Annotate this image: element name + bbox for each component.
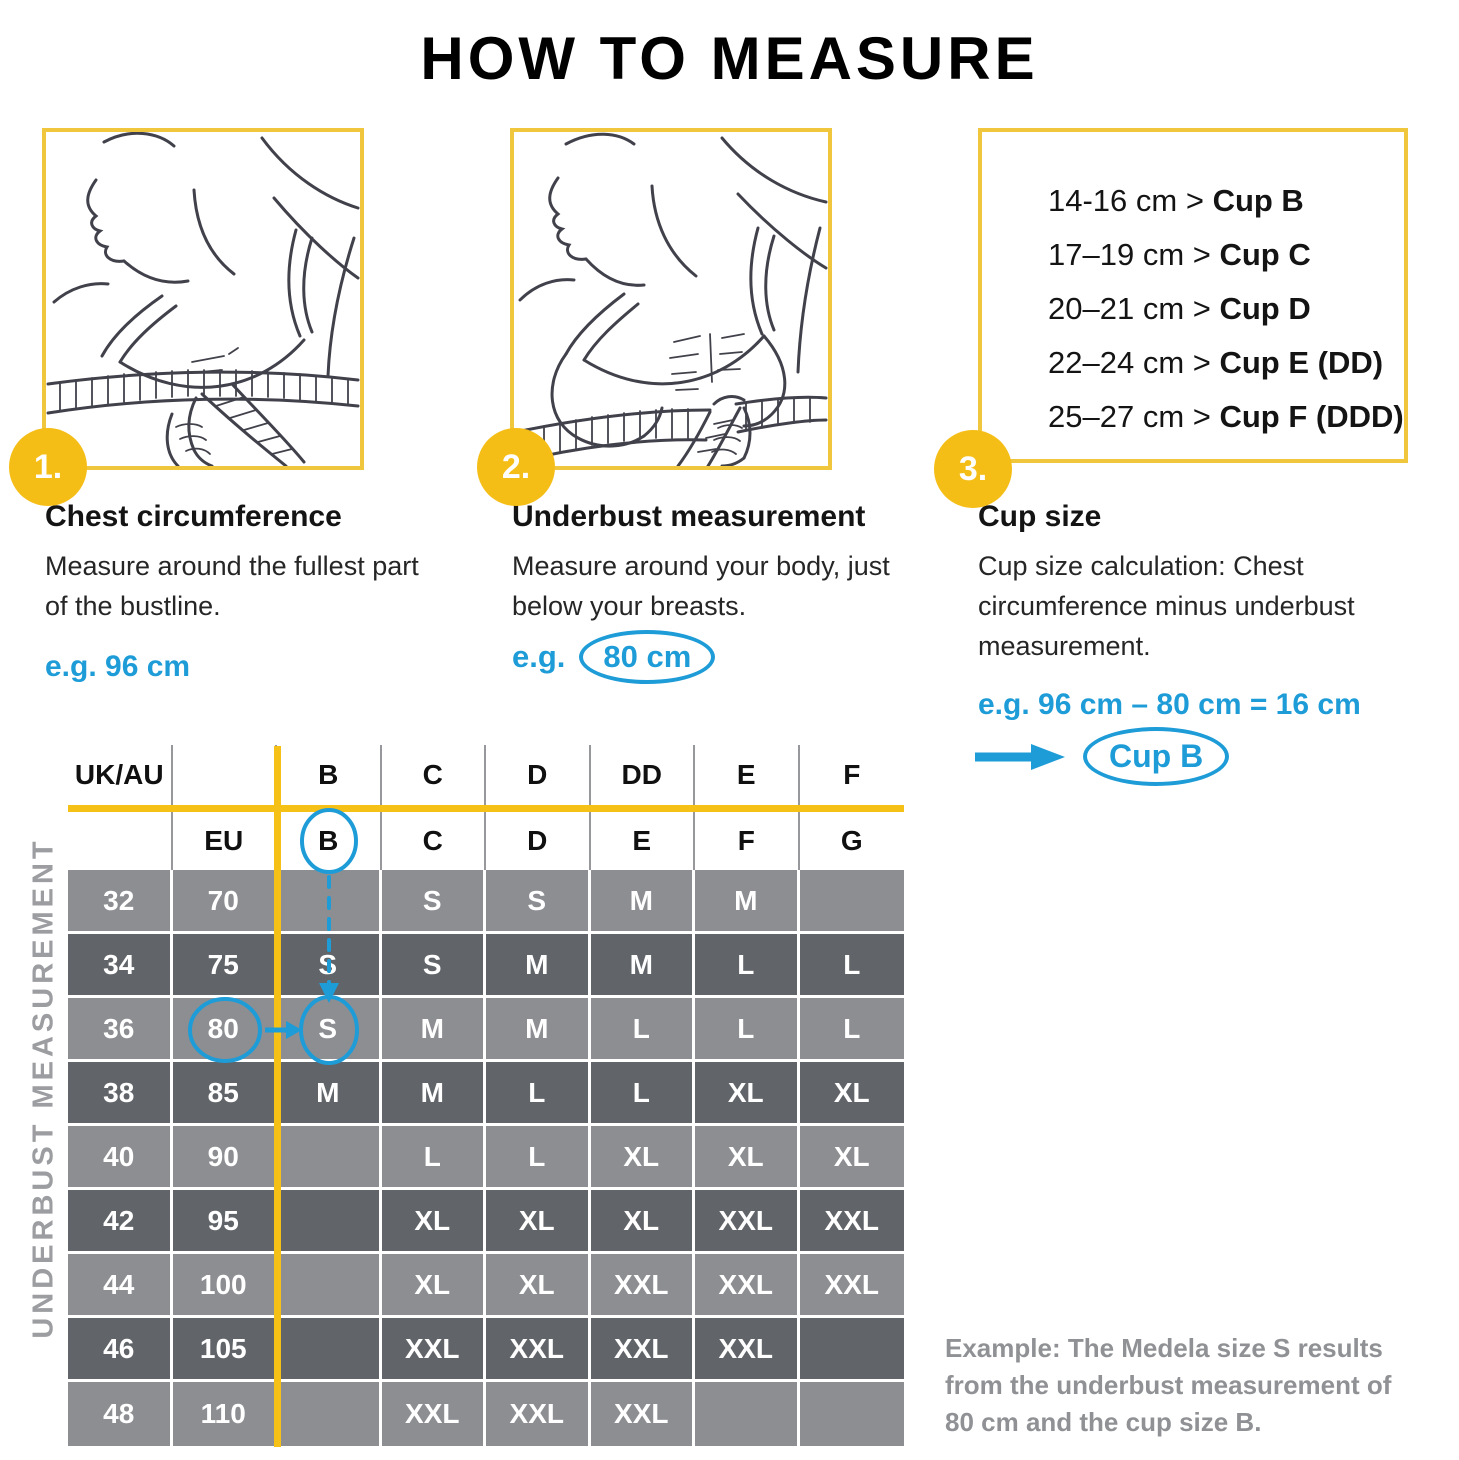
cup-label: Cup B — [1212, 183, 1304, 218]
table-cell: M — [382, 1062, 487, 1126]
cup-range-value: 17–19 cm > — [1048, 237, 1220, 272]
table-cell: XL — [382, 1254, 487, 1318]
cup-label: Cup F (DDD) — [1219, 399, 1404, 434]
table-cell: XL — [800, 1126, 905, 1190]
underbust-illustration-box — [510, 128, 832, 470]
table-cell: XXL — [695, 1318, 800, 1382]
step3-badge — [934, 430, 1012, 508]
table-cell — [277, 1382, 382, 1446]
table-cell: 100 — [173, 1254, 278, 1318]
table-cell: 90 — [173, 1126, 278, 1190]
underbust-measure-illustration — [514, 132, 828, 466]
table-cell: XXL — [695, 1254, 800, 1318]
underbust-value-oval: 80 cm — [579, 630, 715, 684]
table-cell: L — [382, 1126, 487, 1190]
table-cell: L — [486, 1126, 591, 1190]
table-cell: 95 — [173, 1190, 278, 1254]
cup-size-chart-box — [978, 128, 1408, 463]
table-cell — [695, 1382, 800, 1446]
table-cell: 80 — [173, 998, 278, 1062]
table-cell: 110 — [173, 1382, 278, 1446]
step1-badge — [9, 428, 87, 506]
cup-range-value: 22–24 cm > — [1048, 345, 1220, 380]
underbust-axis-label: UNDERBUST MEASUREMENT — [27, 837, 60, 1339]
step3-heading: Cup size — [978, 500, 1102, 533]
highlight-line-vertical — [274, 746, 281, 1447]
table-cell: XL — [695, 1062, 800, 1126]
cup-range-value: 14-16 cm > — [1048, 183, 1213, 218]
table-cell: M — [591, 870, 696, 934]
arrow-right-icon — [975, 742, 1065, 772]
cup-range-list — [982, 132, 1404, 444]
table-cell: XXL — [800, 1190, 905, 1254]
chest-illustration-box — [42, 128, 364, 470]
table-cell: 32 — [68, 870, 173, 934]
table-cell — [800, 1382, 905, 1446]
table-cell — [277, 1318, 382, 1382]
table-header-eu: C — [382, 812, 487, 870]
table-cell: 42 — [68, 1190, 173, 1254]
table-cell: XL — [591, 1126, 696, 1190]
step3-result-row — [975, 727, 1229, 786]
step3-body: Cup size calculation: Chest circumference minus underbust measurement. — [978, 551, 1355, 661]
table-cell: XXL — [591, 1254, 696, 1318]
table-cell: M — [382, 998, 487, 1062]
step1-number: 1. — [33, 447, 63, 486]
table-header-ukau: F — [800, 745, 905, 805]
step2-example-prefix: e.g. — [512, 639, 566, 674]
table-header-eu — [68, 812, 173, 870]
table-cell: 46 — [68, 1318, 173, 1382]
table-header-ukau: D — [486, 745, 591, 805]
table-cell: S — [382, 870, 487, 934]
table-cell: XXL — [800, 1254, 905, 1318]
table-cell: 85 — [173, 1062, 278, 1126]
cup-result-oval: Cup B — [1083, 727, 1229, 786]
step1-body: Measure around the fullest part of the bustline. — [45, 551, 419, 621]
cup-range-value: 20–21 cm > — [1048, 291, 1220, 326]
table-cell: L — [486, 1062, 591, 1126]
step3-number: 3. — [958, 449, 988, 488]
table-header-eu: F — [695, 812, 800, 870]
table-header-eu: B — [277, 812, 382, 870]
table-cell: L — [800, 998, 905, 1062]
table-cell: S — [486, 870, 591, 934]
table-cell — [277, 1190, 382, 1254]
table-cell: XXL — [695, 1190, 800, 1254]
table-header-eu: E — [591, 812, 696, 870]
table-cell: L — [695, 998, 800, 1062]
table-cell: XL — [486, 1254, 591, 1318]
table-cell: 48 — [68, 1382, 173, 1446]
table-cell: 70 — [173, 870, 278, 934]
chest-measure-illustration — [46, 132, 360, 466]
table-header-eu: EU — [173, 812, 278, 870]
cup-range-line — [1048, 390, 1404, 444]
cup-range-line — [1048, 174, 1404, 228]
table-cell — [277, 1254, 382, 1318]
table-cell — [800, 870, 905, 934]
table-cell: M — [486, 934, 591, 998]
table-header-ukau: UK/AU — [68, 745, 173, 805]
step1-example: e.g. 96 cm — [45, 650, 191, 683]
table-cell: L — [591, 1062, 696, 1126]
cup-label: Cup D — [1219, 291, 1311, 326]
table-cell: XL — [382, 1190, 487, 1254]
step1-heading: Chest circumference — [45, 500, 342, 533]
table-cell: XXL — [591, 1318, 696, 1382]
table-cell: XXL — [591, 1382, 696, 1446]
table-cell: L — [800, 934, 905, 998]
cup-range-line — [1048, 282, 1404, 336]
page-title: HOW TO MEASURE — [420, 25, 1039, 92]
example-note: Example: The Medela size S results from the underbust measurement of 80 cm and the cup size B. — [945, 1333, 1392, 1437]
table-header-ukau: DD — [591, 745, 696, 805]
size-conversion-table — [68, 745, 904, 1447]
table-cell: XXL — [382, 1382, 487, 1446]
step2-badge — [477, 428, 555, 506]
cup-range-value: 25–27 cm > — [1048, 399, 1220, 434]
cup-range-line — [1048, 336, 1404, 390]
step3-example: e.g. 96 cm – 80 cm = 16 cm — [978, 688, 1361, 721]
step2-number: 2. — [501, 447, 531, 486]
table-header-ukau: C — [382, 745, 487, 805]
table-cell — [277, 1126, 382, 1190]
table-cell: XL — [800, 1062, 905, 1126]
table-cell: 75 — [173, 934, 278, 998]
table-cell: XXL — [382, 1318, 487, 1382]
table-cell: M — [277, 1062, 382, 1126]
table-cell: 44 — [68, 1254, 173, 1318]
table-header-ukau: E — [695, 745, 800, 805]
table-cell: L — [695, 934, 800, 998]
table-cell: 38 — [68, 1062, 173, 1126]
table-cell: XL — [695, 1126, 800, 1190]
table-cell: 34 — [68, 934, 173, 998]
table-cell: M — [486, 998, 591, 1062]
step2-body: Measure around your body, just below your breasts. — [512, 551, 890, 621]
cup-range-line — [1048, 228, 1404, 282]
table-cell: 36 — [68, 998, 173, 1062]
table-header-eu: D — [486, 812, 591, 870]
table-cell: S — [277, 934, 382, 998]
table-cell: S — [277, 998, 382, 1062]
table-header-eu: G — [800, 812, 905, 870]
table-cell — [800, 1318, 905, 1382]
table-cell: S — [382, 934, 487, 998]
table-cell: 105 — [173, 1318, 278, 1382]
table-cell: M — [591, 934, 696, 998]
highlight-line-horizontal — [68, 805, 904, 812]
table-cell: L — [591, 998, 696, 1062]
step2-heading: Underbust measurement — [512, 500, 866, 533]
table-cell: XL — [486, 1190, 591, 1254]
table-header-ukau — [173, 745, 278, 805]
table-cell: XL — [591, 1190, 696, 1254]
table-header-ukau: B — [277, 745, 382, 805]
step2-example-row — [512, 630, 715, 684]
table-cell: M — [695, 870, 800, 934]
cup-label: Cup E (DD) — [1219, 345, 1384, 380]
table-cell: 40 — [68, 1126, 173, 1190]
table-cell: XXL — [486, 1382, 591, 1446]
cup-label: Cup C — [1219, 237, 1311, 272]
table-cell: XXL — [486, 1318, 591, 1382]
table-cell — [277, 870, 382, 934]
